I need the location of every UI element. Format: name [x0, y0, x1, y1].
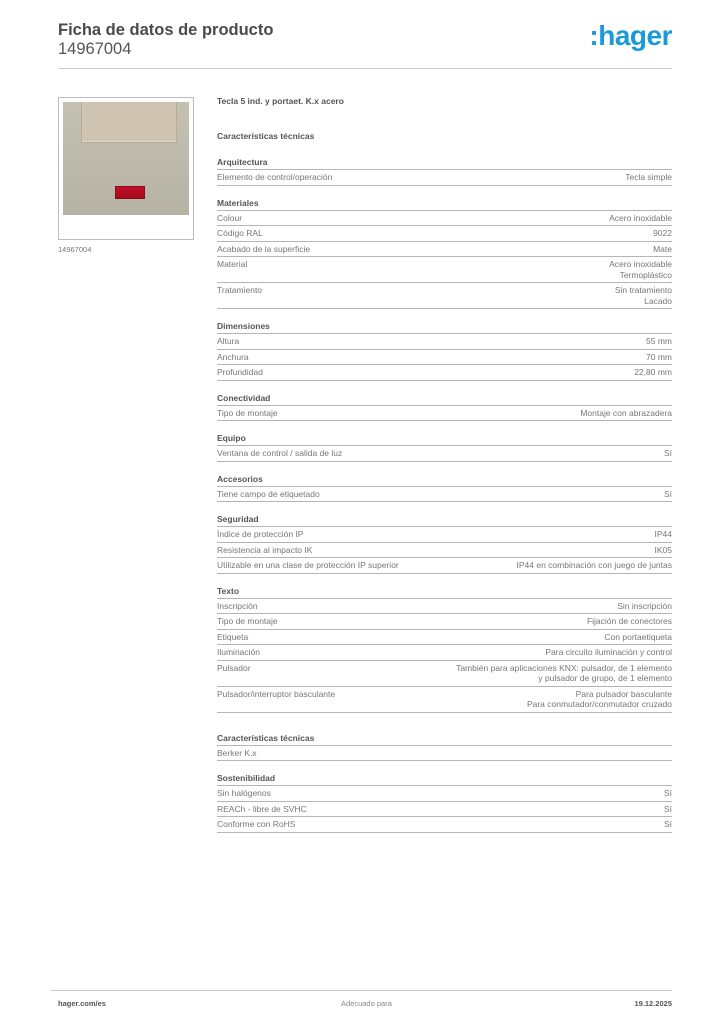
spec-sections: [217, 157, 672, 713]
spec-value: [664, 489, 672, 500]
section-title: Características técnicas: [217, 733, 672, 746]
spec-value: [545, 647, 672, 658]
spec-section: [217, 474, 672, 503]
label-window: [81, 102, 177, 143]
spec-sections-secondary: [217, 733, 672, 833]
spec-value: [634, 367, 672, 378]
spec-value-line: Con portaetiqueta: [604, 631, 672, 642]
spec-value-line: Para circuito iluminación y control: [545, 647, 672, 657]
spec-row: [217, 786, 672, 802]
spec-section: [217, 393, 672, 422]
spec-value: [617, 601, 672, 612]
spec-section: [217, 514, 672, 574]
spec-value: [664, 804, 672, 815]
spec-row: [217, 211, 672, 227]
spec-label: Berker K.x: [217, 747, 257, 758]
spec-value: [580, 408, 672, 419]
spec-row: [217, 558, 672, 574]
spec-label: Código RAL: [217, 228, 263, 238]
spec-label: Altura: [217, 336, 240, 346]
section-title: Dimensiones: [217, 321, 672, 334]
spec-row: [217, 170, 672, 186]
spec-label: Utilizable en una clase de protección IP superior: [217, 560, 399, 570]
spec-value-line: Sí: [663, 448, 672, 458]
spec-value: [653, 244, 672, 255]
spec-row: [217, 406, 672, 422]
spec-label: Anchura: [217, 351, 249, 362]
spec-label: Colour: [217, 212, 243, 223]
spec-value-line: Sí: [663, 803, 672, 814]
spec-value: [517, 560, 672, 571]
spec-value: [587, 616, 672, 627]
section-title: Seguridad: [217, 514, 672, 527]
spec-value: [664, 819, 672, 830]
spec-value-line: Lacado: [644, 295, 672, 306]
spec-label: Conforme con RoHS: [217, 819, 296, 829]
spec-label: Tipo de montaje: [217, 616, 278, 626]
spec-value-line: Sí: [663, 819, 672, 829]
section-title: Arquitectura: [217, 157, 672, 170]
spec-label: REACh - libre de SVHC: [217, 803, 307, 814]
spec-row: [217, 283, 672, 309]
spec-row: [217, 661, 672, 687]
spec-value-line: También para aplicaciones KNX: pulsador, de 1 elemento: [456, 662, 672, 673]
spec-label: Pulsador/interruptor basculante: [217, 688, 336, 699]
spec-section: [217, 586, 672, 713]
spec-row: [217, 446, 672, 462]
spec-row: [217, 487, 672, 503]
spec-label: Etiqueta: [217, 631, 249, 642]
spec-label: Tipo de montaje: [217, 407, 278, 418]
spec-row: [217, 226, 672, 242]
spec-value: [625, 172, 672, 183]
spec-row: [217, 630, 672, 646]
spec-value: [653, 228, 672, 239]
footer-date: 19.12.2025: [634, 999, 672, 1008]
switch-plate-image: [63, 102, 189, 215]
spec-label: Sin halógenos: [217, 788, 271, 798]
spec-row: [217, 257, 672, 283]
footer-divider: [50, 990, 672, 991]
document-title: Ficha de datos de producto: [58, 21, 274, 39]
spec-value: [655, 545, 673, 556]
spec-row: [217, 527, 672, 543]
spec-value-line: Acero inoxidable: [609, 212, 672, 223]
spec-value: [664, 788, 672, 799]
spec-value: [615, 285, 672, 306]
spec-value-line: Sí: [663, 488, 672, 499]
footer-website[interactable]: hager.com/es: [58, 999, 106, 1008]
spec-value: [604, 632, 672, 643]
section-title: Materiales: [217, 198, 672, 211]
spec-value-line: Sin inscripción: [617, 600, 672, 611]
spec-label: Resistencia al impacto IK: [217, 544, 313, 555]
spec-label: Tratamiento: [217, 285, 263, 295]
spec-section: [217, 198, 672, 310]
product-name: Tecla 5 ind. y portaet. K.x acero: [217, 96, 344, 106]
spec-value-line: Mate: [653, 243, 672, 254]
spec-label: Índice de protección IP: [217, 529, 304, 539]
spec-row: [217, 645, 672, 661]
spec-value-line: IP44 en combinación con juego de juntas: [516, 560, 672, 570]
spec-row: [217, 687, 672, 713]
spec-value: [655, 529, 673, 540]
spec-label: Profundidad: [217, 367, 263, 377]
spec-label: Material: [217, 259, 248, 269]
spec-content: [217, 96, 672, 833]
spec-value-line: 9022: [653, 228, 672, 238]
spec-row: [217, 614, 672, 630]
page-header: [58, 20, 672, 59]
section-title: Accesorios: [217, 474, 672, 487]
product-image: [58, 97, 194, 240]
spec-label: Pulsador: [217, 662, 251, 673]
spec-value-line: Sí: [663, 788, 672, 798]
spec-section: [217, 773, 672, 833]
spec-label: Tiene campo de etiquetado: [217, 488, 320, 499]
spec-row: [217, 817, 672, 833]
spec-row: [217, 365, 672, 381]
spec-label: Iluminación: [217, 647, 260, 657]
spec-value-line: IP44: [654, 529, 672, 539]
spec-row: [217, 242, 672, 258]
product-number: 14967004: [58, 40, 132, 58]
spec-row: [217, 802, 672, 818]
spec-value-line: Sin tratamiento: [614, 285, 672, 295]
spec-section: [217, 433, 672, 462]
spec-value-line: 70 mm: [646, 351, 672, 362]
hager-logo: :hager: [589, 20, 672, 51]
spec-label: Inscripción: [217, 600, 258, 611]
spec-value: [646, 336, 672, 347]
section-title: Conectividad: [217, 393, 672, 406]
spec-row: [217, 334, 672, 350]
spec-section: [217, 733, 672, 762]
section-title: Texto: [217, 586, 672, 599]
spec-value-line: 55 mm: [646, 336, 672, 346]
spec-section: [217, 157, 672, 186]
spec-value-line: IK05: [654, 544, 672, 555]
spec-value: [609, 259, 672, 280]
spec-value: [609, 213, 672, 224]
spec-value: [664, 448, 672, 459]
spec-value-line: Para conmutador/conmutador cruzado: [526, 699, 672, 709]
spec-row: [217, 350, 672, 366]
spec-value-line: Tecla simple: [625, 172, 672, 182]
spec-label: Acabado de la superficie: [217, 243, 311, 254]
spec-row: [217, 746, 672, 762]
section-title: Sostenibilidad: [217, 773, 672, 786]
spec-value-line: Montaje con abrazadera: [580, 407, 672, 418]
led-indicator: [115, 186, 145, 199]
spec-section: [217, 321, 672, 381]
spec-value: [456, 663, 672, 684]
spec-value-line: Termoplástico: [619, 269, 672, 280]
spec-row: [217, 599, 672, 615]
spec-value-line: y pulsador de grupo, de 1 elemento: [538, 673, 672, 683]
spec-value-line: Para pulsador basculante: [575, 688, 672, 699]
image-caption: 14967004: [58, 245, 92, 254]
spec-value: [646, 352, 672, 363]
header-divider: [58, 68, 672, 69]
spec-value-line: Acero inoxidable: [609, 259, 672, 269]
spec-label: Elemento de control/operación: [217, 172, 333, 182]
spec-value: [527, 689, 672, 710]
spec-label: Ventana de control / salida de luz: [217, 448, 343, 458]
spec-value-line: Fijación de conectores: [586, 616, 672, 626]
spec-value-line: 22,80 mm: [634, 367, 672, 377]
spec-row: [217, 543, 672, 559]
section-title: Equipo: [217, 433, 672, 446]
tech-heading: Características técnicas: [217, 131, 315, 141]
footer-middle: Adecuado para: [341, 999, 392, 1008]
